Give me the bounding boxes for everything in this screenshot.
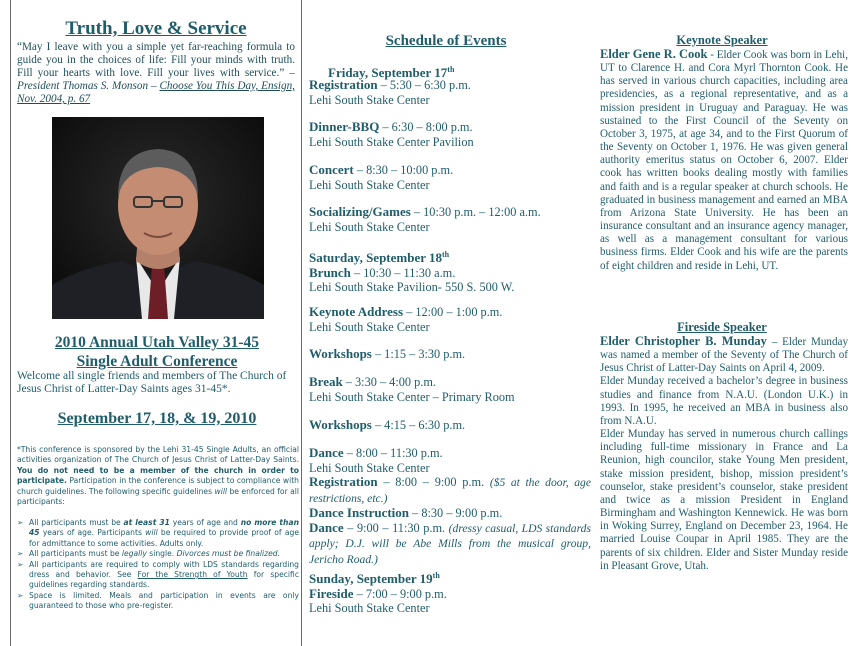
event-concert <box>309 163 591 192</box>
membership-note: You do not need to be a member of the church in order to participate. <box>17 465 299 486</box>
event-name: Workshops <box>309 346 372 361</box>
event-time: – 7:00 – 9:00 p.m. <box>353 586 447 601</box>
fireside-bio-1: – Elder Munday was named a member of the Seventy of The Church of Jesus Christ of Latter-Day Saints on April 4, 2009. <box>600 336 848 375</box>
conference-title <box>11 333 303 371</box>
event-time: – 9:00 – 11:30 p.m. <box>343 520 449 535</box>
event-registration <box>309 78 591 107</box>
conference-title-line-2: Single Adult Conference <box>76 353 238 370</box>
event-note: (dressy casual, LDS standards apply; D.J. will be Abe Mills from the musical group, Jericho Road.) <box>309 521 591 566</box>
event-break <box>309 375 591 404</box>
event-note: ($5 at the door, age restrictions, etc.) <box>309 476 591 505</box>
monson-quote <box>17 41 295 106</box>
guideline-age-text-2: years of age and <box>169 518 241 527</box>
fireside-heading: Fireside Speaker <box>677 320 767 334</box>
page-title: Truth, Love & Service <box>65 18 247 39</box>
event-time: – 4:15 – 6:30 p.m. <box>371 418 466 432</box>
event-location: Lehi South Stake Center Pavilion <box>309 134 474 149</box>
event-name: Workshops <box>309 417 372 432</box>
event-location: Lehi South Stake Center <box>309 601 430 616</box>
event-location: Lehi South Stake Center <box>309 219 430 234</box>
max-age: no more than 45 <box>29 518 299 538</box>
guideline-age-text-4: be required to provide proof of age for admittance to some activities. Adults only. <box>29 528 299 548</box>
event-name: Keynote Address <box>309 304 404 319</box>
event-socializing <box>309 205 591 234</box>
event-name: Dance Instruction <box>309 505 410 520</box>
event-location: Lehi South Stake Center – Primary Room <box>309 389 515 404</box>
arrow-icon: ➢ <box>17 559 24 569</box>
arrow-icon: ➢ <box>17 518 24 527</box>
day-suffix: th <box>432 571 440 580</box>
event-time: – 12:00 – 1:00 p.m. <box>403 305 503 319</box>
fireside-bio <box>600 335 848 573</box>
will-emphasis: will <box>145 528 158 538</box>
event-time: – 8:30 – 10:00 p.m. <box>353 163 454 177</box>
guidelines-text: Participation in the conference is subject to compliance with church guidelines. The following specific guidelines <box>17 476 299 496</box>
event-keynote <box>309 305 591 334</box>
conference-title-line-1: 2010 Annual Utah Valley 31-45 <box>54 334 260 351</box>
event-location: Lehi South Stake Center <box>309 319 430 334</box>
event-name: Concert <box>309 162 354 177</box>
day-suffix: th <box>447 65 455 74</box>
event-time: – 6:30 – 8:00 p.m. <box>379 120 473 134</box>
list-item <box>17 549 299 559</box>
event-time: – 1:15 – 3:30 p.m. <box>371 347 466 361</box>
day-saturday <box>309 248 591 295</box>
keynote-name: Elder Gene R. Cook <box>600 47 708 61</box>
list-item <box>17 518 299 549</box>
day-label: Friday, September 17 <box>328 65 448 81</box>
portrait-icon <box>52 117 264 319</box>
guideline-single-text: All participants must be <box>29 549 122 559</box>
event-name: Registration <box>309 474 378 489</box>
portrait-photo <box>52 117 264 319</box>
fireside-bio-2: Elder Munday received a bachelor’s degree in business studies and finance from N.A.U. (London U.K.) in 1993. In 1995, he received an MBA in business also from N.A.U. <box>600 375 848 427</box>
will-emphasis: will <box>214 486 228 496</box>
event-time: – 8:00 – 9:00 p.m. <box>377 475 490 489</box>
event-workshops-1 <box>309 347 591 362</box>
event-location: Lehi South Stake Center <box>309 460 430 475</box>
event-name: Dinner-BBQ <box>309 119 380 134</box>
speakers-column <box>593 0 851 646</box>
guidelines-list <box>17 518 299 612</box>
guidelines-end: be enforced for all participants: <box>17 486 300 507</box>
event-workshops-2 <box>309 418 591 433</box>
event-name: Registration <box>309 77 378 92</box>
guideline-space-text: Space is limited. Meals and participation in events are only guaranteed to those who pre-register. <box>29 590 299 611</box>
quote-author: President Thomas S. Monson – <box>17 80 160 92</box>
keynote-heading: Keynote Speaker <box>676 33 768 47</box>
event-time: – 5:30 – 6:30 p.m. <box>377 78 471 92</box>
guideline-standards-text: All participants are required to comply with LDS standards regarding dress and behavior. See <box>29 559 299 580</box>
event-name: Dance <box>309 445 344 460</box>
event-location: Lehi South Stake Center <box>309 92 430 107</box>
left-column <box>10 0 302 646</box>
event-time: – 3:30 – 4:00 p.m. <box>342 375 436 389</box>
event-time: – 8:00 – 11:30 p.m. <box>343 446 443 460</box>
guideline-single-text-2: single. <box>146 549 177 559</box>
event-time: – 10:30 – 11:30 a.m. <box>350 265 456 280</box>
event-time: – 10:30 p.m. – 12:00 a.m. <box>410 205 541 219</box>
quote-text: “May I leave with you a simple yet far-reaching formula to guide you in the choices of life: Fill your minds with truth. Fill your hearts with love. Fill your lives with service.” – <box>17 41 295 79</box>
strength-of-youth-link: For the Strength of Youth <box>137 570 248 580</box>
list-item <box>17 591 299 612</box>
event-name: Fireside <box>309 585 354 601</box>
keynote-bio-text: - Elder Cook was born in Lehi, UT to Clarence H. and Cora Myrl Thornton Cook. He has served in various church capacities, including area presidencies, as a regional representative, and as a mission president in Uruguay and Paraguay. He was sustained to the First Council of the Seventy on October 3, 1975, at age 34, and to the First Quorum of the Seventy on October 1, 1976. He was given general authority emeritus status on October 6, 2007. Elder cook has written books dealing mostly with families and faith and is a regular speaker at church schools. He graduated in business management and earned an MBA from Arizona State University. He has been an insurance consultant and an insurance agency manager, as well as a management consultant for various business firms. Elder Cook and his wife are the parents of eight children and reside in Lehi, UT. <box>600 49 848 272</box>
event-name: Brunch <box>309 264 351 280</box>
schedule-heading: Schedule of Events <box>385 33 507 49</box>
fireside-name: Elder Christopher B. Munday <box>600 334 767 348</box>
arrow-icon: ➢ <box>17 590 24 600</box>
event-dance-block <box>309 446 591 567</box>
guideline-age-text-3: years of age. Participants <box>39 528 146 538</box>
day-sunday <box>309 569 591 616</box>
divorce-note: Divorces must be finalized. <box>176 549 281 559</box>
event-location: Lehi South Stake Center <box>309 177 430 192</box>
schedule-column <box>303 0 589 646</box>
conference-dates: September 17, 18, & 19, 2010 <box>57 410 257 427</box>
sponsor-note <box>17 445 299 507</box>
event-time: – 8:30 – 9:00 p.m. <box>409 506 503 520</box>
day-label: Sunday, September 19 <box>309 571 433 587</box>
event-name: Dance <box>309 519 344 535</box>
day-suffix: th <box>442 250 450 259</box>
quote-source: Choose You This Day, Ensign, Nov. 2004, p. 67 <box>17 80 295 105</box>
welcome-text: Welcome all single friends and members of The Church of Jesus Christ of Latter-Day Saints ages 31-45*. <box>17 370 287 395</box>
event-name: Break <box>309 374 343 389</box>
list-item <box>17 560 299 591</box>
event-location: Lehi South Stake Pavilion- 550 S. 500 W. <box>309 280 515 295</box>
min-age: at least 31 <box>123 518 170 527</box>
guideline-standards-text-2: for specific guidelines regarding standards. <box>29 570 300 590</box>
keynote-bio <box>600 48 848 273</box>
legally-emphasis: legally <box>121 549 147 559</box>
sponsor-text: *This conference is sponsored by the Lehi 31-45 Single Adults, an official activities organization of The Church of Jesus Christ of Latter-Day Saints. <box>17 445 299 465</box>
guideline-age-text: All participants must be <box>29 518 124 527</box>
arrow-icon: ➢ <box>17 549 24 559</box>
fireside-bio-3: Elder Munday has served in numerous church callings including full-time missionary in France and La Reunion, high councilor, stake Young Men president, stake mission president, bishop, mission president’s counselor, stake president’s counselor, stake president and twice as a mission President in England Birmingham and Washington Kennewick. He was born in Woking Surrey, England on December 23, 1964. He married Louise Coupar in April 1985. They are the parents of six children. Elder and Sister Munday reside in Pleasant Grove, Utah. <box>600 428 848 572</box>
event-dinner <box>309 120 591 149</box>
event-name: Socializing/Games <box>309 204 411 219</box>
day-label: Saturday, September 18 <box>309 250 443 266</box>
